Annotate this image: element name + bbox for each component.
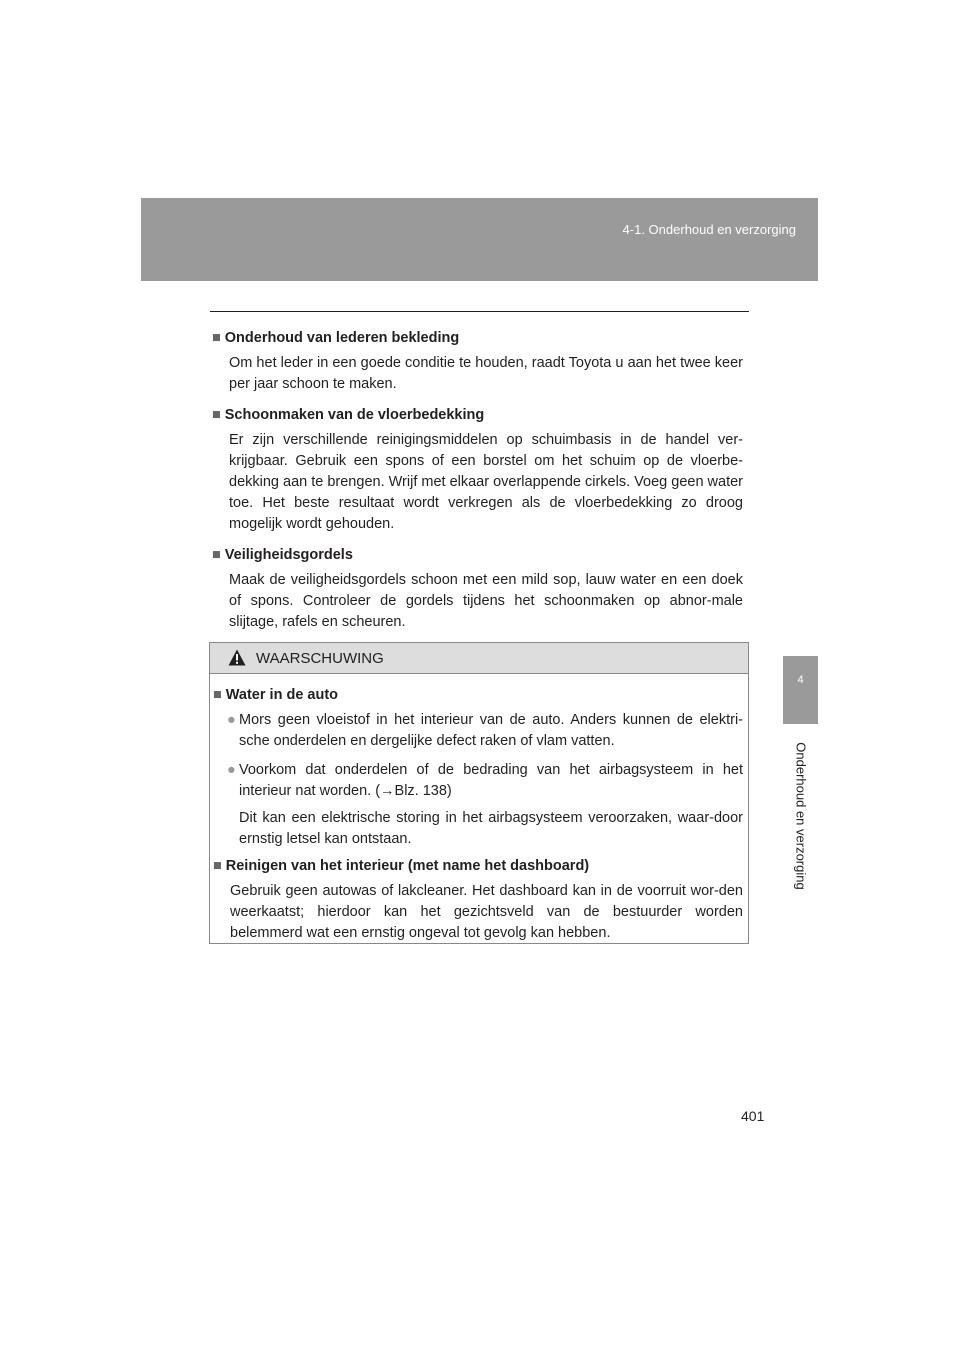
warning-bullet (213, 760, 743, 802)
chapter-side-label-text: Onderhoud en verzorging (793, 742, 808, 890)
section-title (212, 545, 743, 566)
section-title-text: Onderhoud van lederen bekleding (224, 330, 460, 346)
page-number: 401 (741, 1108, 765, 1124)
section-title-text: Schoonmaken van de vloerbedekking (224, 407, 485, 423)
warning-section-title (213, 685, 743, 706)
square-bullet-icon: ■ (212, 330, 221, 346)
header-band (141, 198, 818, 281)
warning-bullet (213, 710, 743, 752)
warning-box (209, 642, 749, 944)
warning-header (210, 643, 748, 674)
square-bullet-icon: ■ (213, 858, 222, 874)
warning-title: WAARSCHUWING (256, 650, 384, 667)
section-title-text: Veiligheidsgordels (224, 547, 353, 563)
section-paragraph: Maak de veiligheidsgordels schoon met een mild sop, lauw water en een doek of spons. Controleer de gordels tijdens het schoonmaken op abnor-male slijtage, rafels en scheuren. (229, 572, 743, 630)
section-title (212, 405, 743, 426)
square-bullet-icon: ■ (212, 547, 221, 563)
section-header-title: 4-1. Onderhoud en verzorging (622, 222, 796, 237)
dot-bullet-icon: ● (227, 712, 236, 728)
top-rule (210, 311, 749, 312)
warning-bullet-extra: Dit kan een elektrische storing in het airbagsysteem veroorzaken, waar-door ernstig letsel kan ontstaan. (239, 810, 743, 847)
chapter-side-label (790, 732, 811, 900)
square-bullet-icon: ■ (212, 407, 221, 423)
chapter-number: 4 (797, 674, 804, 686)
warning-bullet-text: Voorkom dat onderdelen of de bedrading van het airbagsysteem in het interieur nat worden. (→Blz. 138) (239, 762, 743, 799)
section-paragraph: Om het leder in een goede conditie te houden, raadt Toyota u aan het twee keer per jaar schoon te maken. (229, 355, 743, 392)
warning-paragraph: Gebruik geen autowas of lakcleaner. Het dashboard kan in de voorruit wor-den weerkaatst; hierdoor kan het gezichtsveld van de bestuurder worden belemmerd wat een ernstig ongeval tot gevolg kan hebben. (230, 883, 743, 941)
main-content (212, 328, 743, 643)
warning-section-title-text: Reinigen van het interieur (met name het dashboard) (225, 858, 590, 874)
dot-bullet-icon: ● (227, 762, 236, 778)
section-title (212, 328, 743, 349)
chapter-tab (783, 656, 818, 724)
warning-section-title-text: Water in de auto (225, 687, 339, 703)
warning-triangle-icon (228, 649, 246, 666)
warning-bullet-text: Mors geen vloeistof in het interieur van de auto. Anders kunnen de elektri-sche onderdelen en dergelijke defect raken of vlam vatten. (239, 712, 743, 749)
warning-section-title (213, 856, 743, 877)
warning-body (213, 685, 743, 944)
square-bullet-icon: ■ (213, 687, 222, 703)
section-paragraph: Er zijn verschillende reinigingsmiddelen op schuimbasis in de handel ver-krijgbaar. Gebruik een spons of een borstel om het schuim op de vloerbe-dekking aan te brengen. Wrijf met elkaar overlappende cirkels. Voeg geen water toe. Het beste resultaat wordt verkregen als de vloerbedekking zo droog mogelijk wordt gehouden. (229, 432, 743, 532)
